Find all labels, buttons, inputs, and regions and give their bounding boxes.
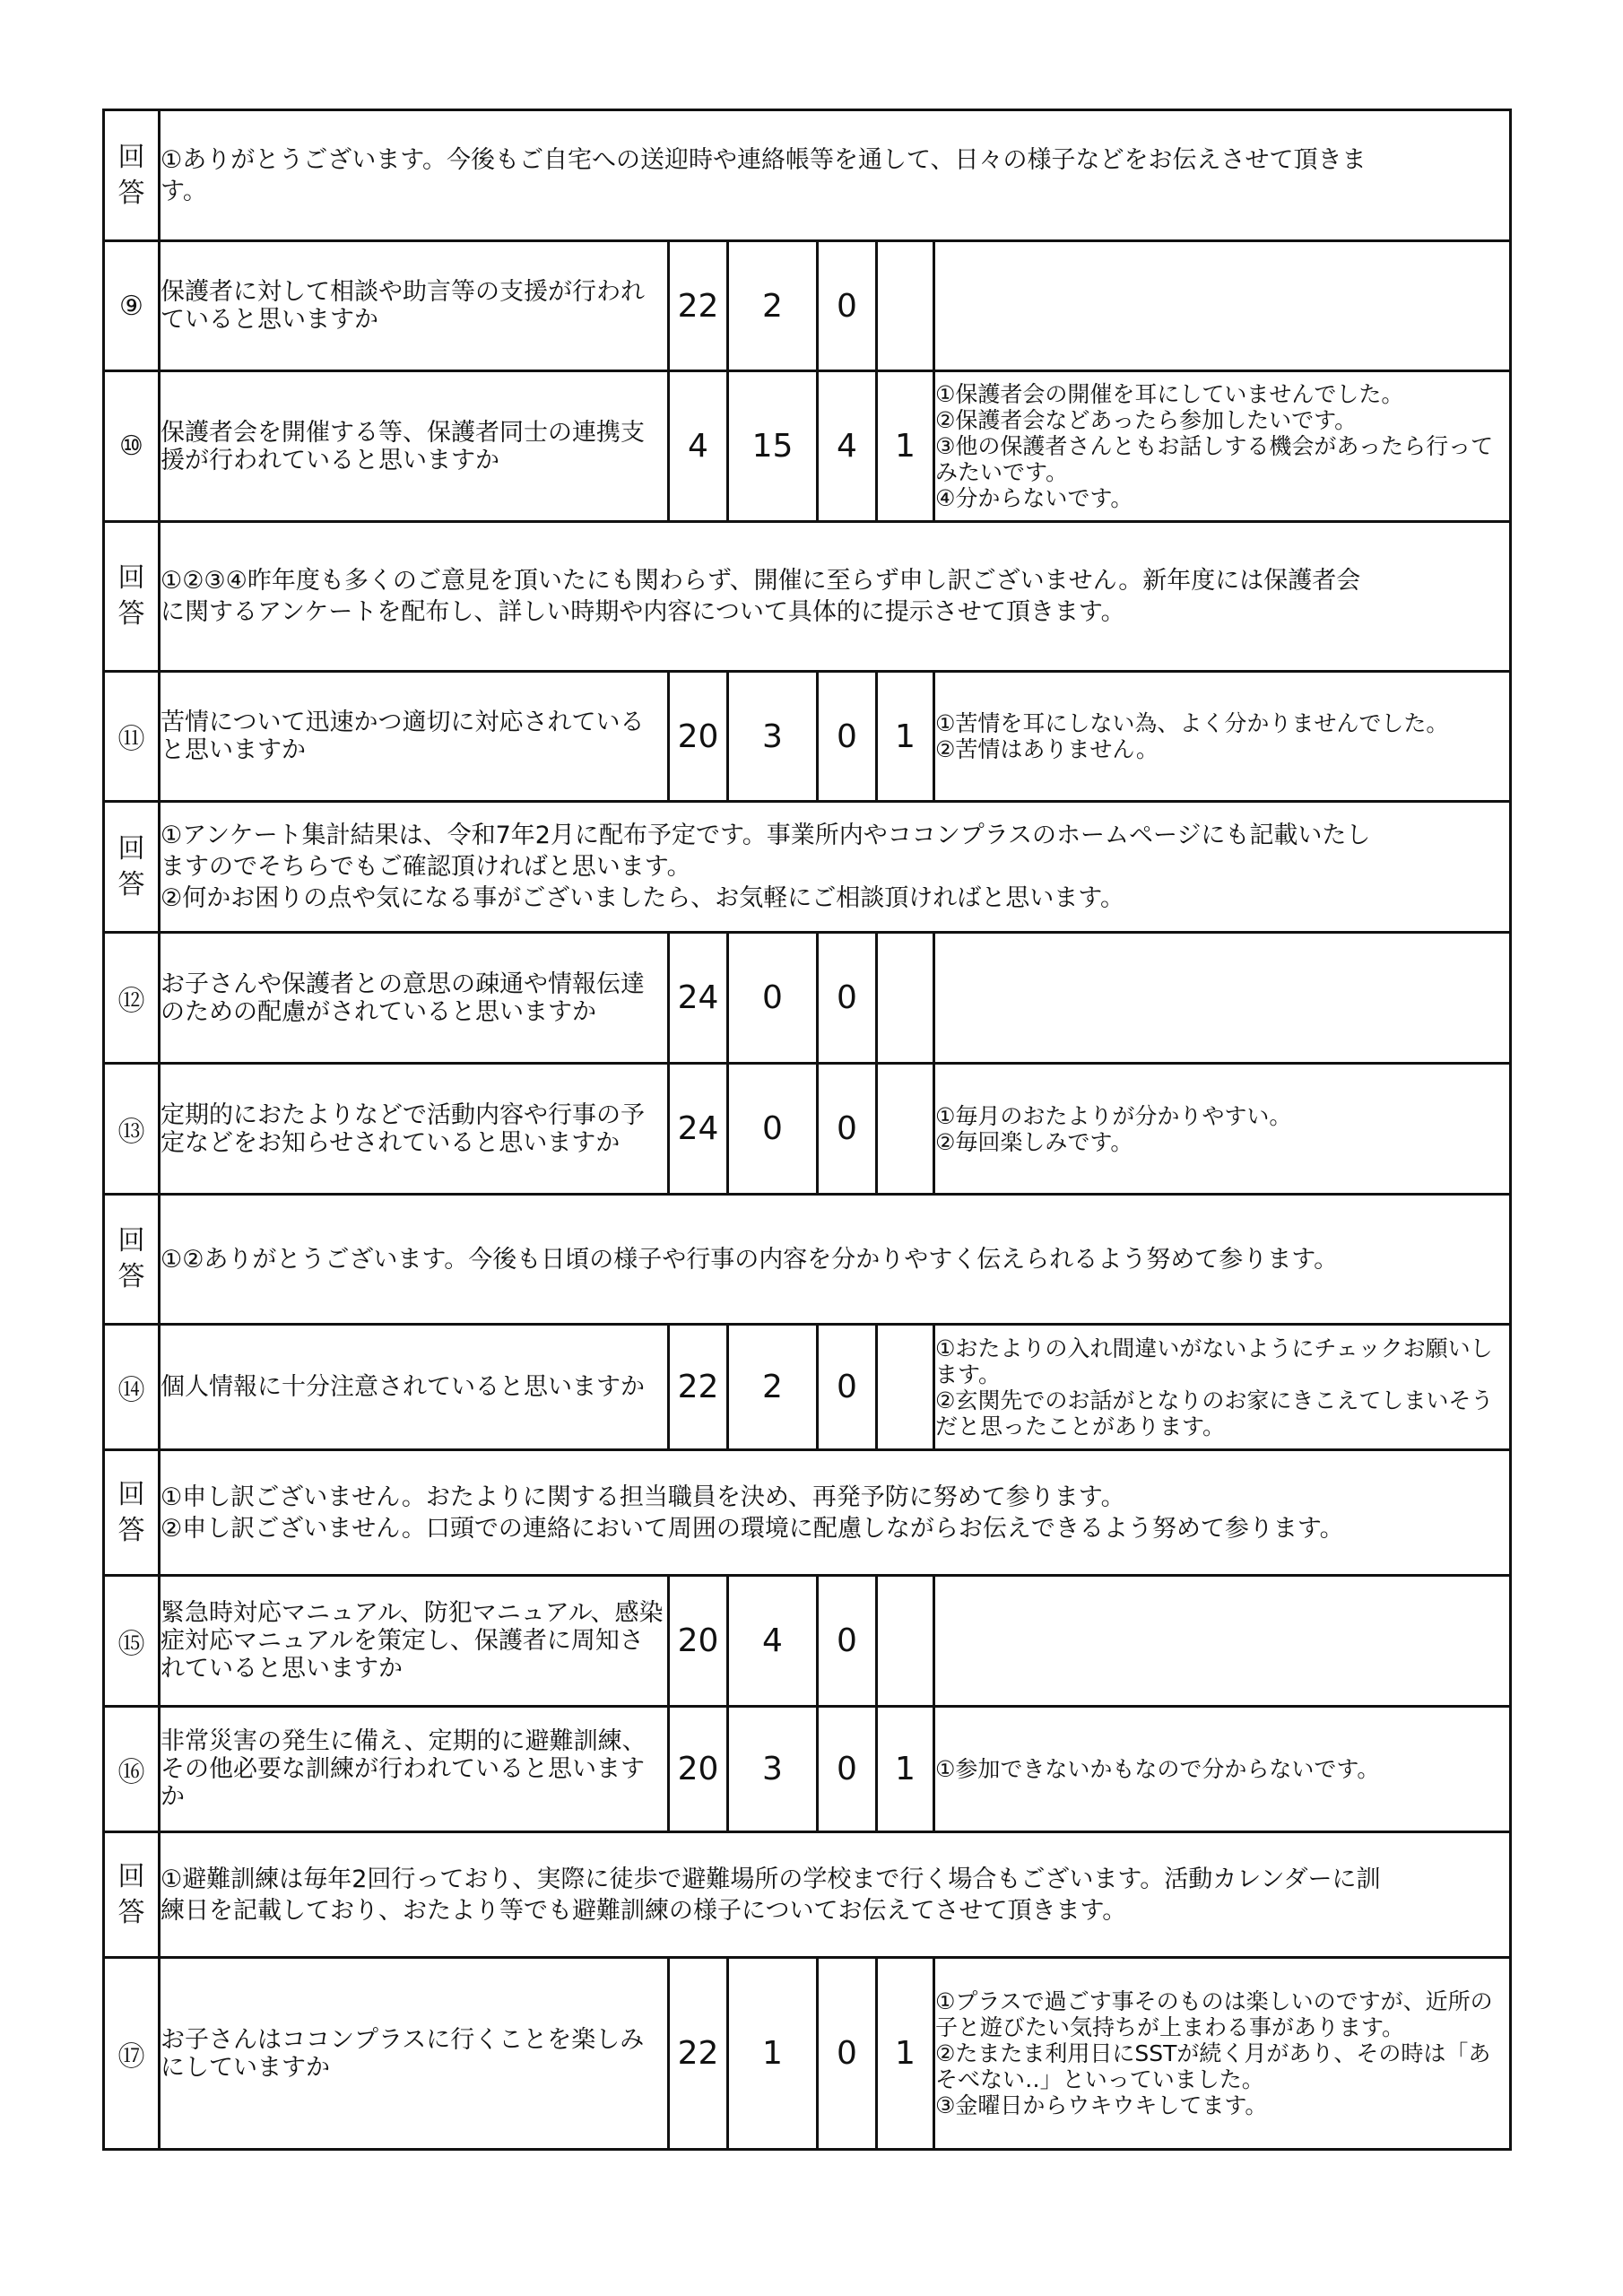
count-1: 20 <box>669 1576 728 1707</box>
answer-label <box>104 110 160 241</box>
count-2: 0 <box>728 933 818 1064</box>
answer-label-char: 答 <box>117 1896 145 1928</box>
count-4 <box>877 241 934 371</box>
comment-line: ①プラスで過ごす事そのものは楽しいのですが、近所の子と遊びたい気持ちが上まわる事があります。 <box>935 1988 1493 2040</box>
count-1: 22 <box>669 241 728 371</box>
count-4: 1 <box>877 672 934 802</box>
count-4 <box>877 933 934 1064</box>
question-row <box>104 371 1511 522</box>
count-3: 4 <box>818 371 877 522</box>
answer-label <box>104 802 160 933</box>
count-2: 3 <box>728 1707 818 1832</box>
comment-cell <box>934 1064 1511 1195</box>
answer-label-char: 回 <box>117 832 145 865</box>
comment-line: ②毎回楽しみです。 <box>935 1128 1133 1155</box>
question-number: ⑪ <box>104 672 160 802</box>
question-text: 保護者会を開催する等、保護者同士の連携支援が行われていると思いますか <box>160 371 669 522</box>
answer-label <box>104 522 160 672</box>
question-number: ⑨ <box>104 241 160 371</box>
answer-line: ①申し訳ございません。おたよりに関する担当職員を決め、再発予防に努めて参ります。 <box>161 1483 1125 1511</box>
question-text: 個人情報に十分注意されていると思いますか <box>160 1325 669 1450</box>
question-row <box>104 1325 1511 1450</box>
comment-cell <box>934 672 1511 802</box>
count-2: 15 <box>728 371 818 522</box>
survey-table <box>102 109 1512 2151</box>
answer-label-char: 回 <box>117 1860 145 1892</box>
answer-label-char: 答 <box>117 1261 145 1292</box>
count-3: 0 <box>818 241 877 371</box>
answer-row <box>104 1450 1511 1576</box>
answer-label-char: 答 <box>117 177 145 209</box>
count-3: 0 <box>818 1576 877 1707</box>
comment-line: ①おたよりの入れ間違いがないようにチェックお願いします。 <box>935 1335 1493 1387</box>
answer-text <box>160 1450 1511 1576</box>
answer-label-char: 答 <box>117 868 145 900</box>
count-4 <box>877 1576 934 1707</box>
answer-line: 練日を記載しており、おたより等でも避難訓練の様子についてお伝えてさせて頂きます。 <box>161 1896 1127 1925</box>
comment-cell <box>934 1707 1511 1832</box>
count-3: 0 <box>818 1325 877 1450</box>
comment-line: ③他の保護者さんともお話しする機会があったら行ってみたいです。 <box>935 433 1494 485</box>
answer-row <box>104 110 1511 241</box>
count-4 <box>877 1064 934 1195</box>
comment-line: ①参加できないかもなので分からないです。 <box>935 1756 1380 1782</box>
question-number: ⑬ <box>104 1064 160 1195</box>
count-3: 0 <box>818 1064 877 1195</box>
question-row <box>104 933 1511 1064</box>
question-number: ⑭ <box>104 1325 160 1450</box>
count-2: 4 <box>728 1576 818 1707</box>
count-2: 3 <box>728 672 818 802</box>
answer-text <box>160 1832 1511 1958</box>
count-4: 1 <box>877 1707 934 1832</box>
answer-row <box>104 1195 1511 1325</box>
question-row <box>104 1958 1511 2150</box>
question-number: ⑩ <box>104 371 160 522</box>
comment-line: ②保護者会などあったら参加したいです。 <box>935 407 1358 433</box>
answer-line: に関するアンケートを配布し、詳しい時期や内容について具体的に提示させて頂きます。 <box>161 598 1125 626</box>
question-row <box>104 1576 1511 1707</box>
count-4: 1 <box>877 1958 934 2150</box>
answer-label <box>104 1450 160 1576</box>
count-1: 24 <box>669 933 728 1064</box>
answer-label <box>104 1195 160 1325</box>
count-1: 20 <box>669 672 728 802</box>
count-3: 0 <box>818 1707 877 1832</box>
answer-label-char: 回 <box>117 562 145 594</box>
answer-text <box>160 110 1511 241</box>
answer-label-char: 答 <box>117 598 145 630</box>
comment-line: ②苦情はありません。 <box>935 736 1159 762</box>
question-number: ⑫ <box>104 933 160 1064</box>
answer-line: す。 <box>161 177 207 205</box>
comment-cell <box>934 933 1511 1064</box>
count-2: 2 <box>728 241 818 371</box>
answer-text <box>160 802 1511 933</box>
count-1: 22 <box>669 1325 728 1450</box>
question-number: ⑰ <box>104 1958 160 2150</box>
comment-line: ①苦情を耳にしない為、よく分かりませんでした。 <box>935 710 1449 736</box>
answer-line: ①ありがとうございます。今後もご自宅への送迎時や連絡帳等を通して、日々の様子などをお伝えさせて頂きま <box>161 145 1367 174</box>
question-row <box>104 241 1511 371</box>
survey-table-body <box>104 110 1511 2150</box>
count-1: 24 <box>669 1064 728 1195</box>
question-row <box>104 672 1511 802</box>
comment-line: ②玄関先でのお話がとなりのお家にきこえてしまいそうだと思ったことがあります。 <box>935 1387 1494 1439</box>
answer-text <box>160 1195 1511 1325</box>
count-3: 0 <box>818 672 877 802</box>
answer-label-char: 回 <box>117 1478 145 1510</box>
answer-line: ①避難訓練は毎年2回行っており、実際に徒歩で避難場所の学校まで行く場合もございます。活動カレンダーに訓 <box>161 1865 1381 1893</box>
question-text: 保護者に対して相談や助言等の支援が行われていると思いますか <box>160 241 669 371</box>
comment-cell <box>934 241 1511 371</box>
answer-row <box>104 802 1511 933</box>
comment-line: ③金曜日からウキウキしてます。 <box>935 2092 1268 2118</box>
question-text: 苦情について迅速かつ適切に対応されていると思いますか <box>160 672 669 802</box>
answer-label <box>104 1832 160 1958</box>
answer-text <box>160 522 1511 672</box>
answer-line: ①アンケート集計結果は、令和7年2月に配布予定です。事業所内やココンプラスのホームページにも記載いたし <box>161 822 1371 849</box>
count-1: 22 <box>669 1958 728 2150</box>
question-text: 非常災害の発生に備え、定期的に避難訓練、その他必要な訓練が行われていると思いますか <box>160 1707 669 1832</box>
answer-row <box>104 1832 1511 1958</box>
question-text: お子さんはココンプラスに行くことを楽しみにしていますか <box>160 1958 669 2150</box>
question-row <box>104 1064 1511 1195</box>
answer-line: ①②ありがとうございます。今後も日頃の様子や行事の内容を分かりやすく伝えられるよう努めて参ります。 <box>161 1245 1339 1274</box>
comment-line: ④分からないです。 <box>935 485 1133 511</box>
answer-line: ますのでそちらでもご確認頂ければと思います。 <box>161 853 691 881</box>
comment-cell <box>934 371 1511 522</box>
comment-line: ①保護者会の開催を耳にしていませんでした。 <box>935 381 1404 407</box>
question-text: 定期的におたよりなどで活動内容や行事の予定などをお知らせされていると思いますか <box>160 1064 669 1195</box>
comment-cell <box>934 1576 1511 1707</box>
answer-label-char: 答 <box>117 1514 145 1546</box>
question-text: 緊急時対応マニュアル、防犯マニュアル、感染症対応マニュアルを策定し、保護者に周知されていると思いますか <box>160 1576 669 1707</box>
question-row <box>104 1707 1511 1832</box>
count-3: 0 <box>818 1958 877 2150</box>
answer-row <box>104 522 1511 672</box>
comment-cell <box>934 1325 1511 1450</box>
comment-line: ①毎月のおたよりが分かりやすい。 <box>935 1102 1292 1129</box>
count-2: 2 <box>728 1325 818 1450</box>
count-1: 4 <box>669 371 728 522</box>
question-number: ⑮ <box>104 1576 160 1707</box>
count-4 <box>877 1325 934 1450</box>
comment-line: ②たまたま利用日にSSTが続く月があり、その時は「あそべない‥」といっていました。 <box>935 2040 1491 2092</box>
question-text: お子さんや保護者との意思の疎通や情報伝達のための配慮がされていると思いますか <box>160 933 669 1064</box>
answer-label-char: 回 <box>117 141 145 173</box>
count-1: 20 <box>669 1707 728 1832</box>
count-2: 1 <box>728 1958 818 2150</box>
answer-label-char: 回 <box>117 1225 145 1257</box>
count-4: 1 <box>877 371 934 522</box>
question-number: ⑯ <box>104 1707 160 1832</box>
answer-line: ①②③④昨年度も多くのご意見を頂いたにも関わらず、開催に至らず申し訳ございません。新年度には保護者会 <box>161 567 1361 595</box>
count-2: 0 <box>728 1064 818 1195</box>
comment-cell <box>934 1958 1511 2150</box>
answer-line: ②何かお困りの点や気になる事がございましたら、お気軽にご相談頂ければと思います。 <box>161 884 1125 912</box>
answer-line: ②申し訳ございません。口頭での連絡において周囲の環境に配慮しながらお伝えできるよう努めて参ります。 <box>161 1514 1344 1543</box>
count-3: 0 <box>818 933 877 1064</box>
